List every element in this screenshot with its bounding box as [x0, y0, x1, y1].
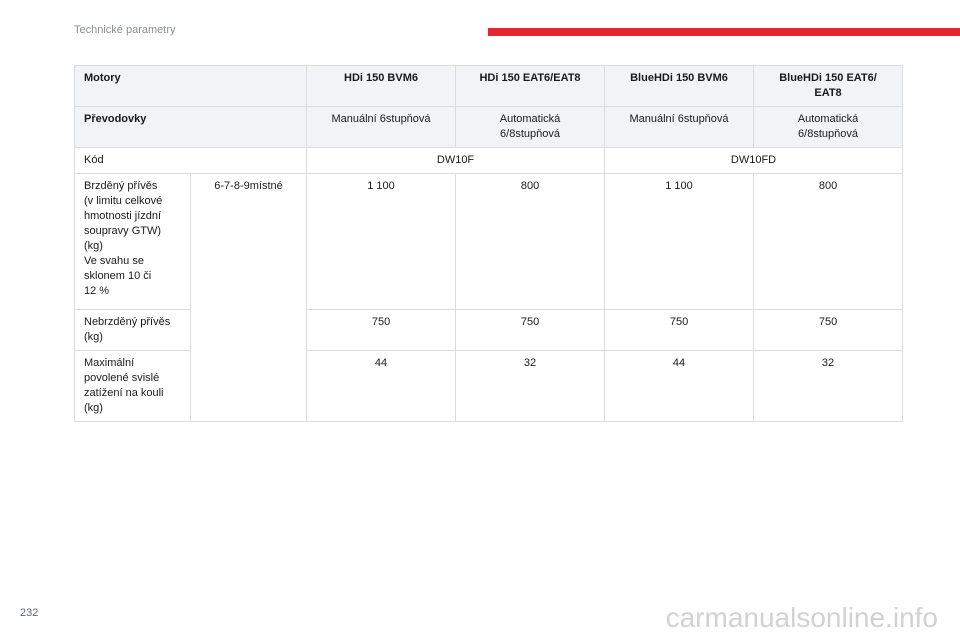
braked-cell-4: 800: [754, 174, 903, 310]
technical-spec-table: [74, 65, 903, 422]
engine-header-3: BlueHDi 150 BVM6: [605, 66, 754, 107]
engine-header-1: HDi 150 BVM6: [307, 66, 456, 107]
gearbox-cell-2: Automatická 6/8stupňová: [456, 107, 605, 148]
vertical-load-label: Maximální povolené svislé zatížení na kouli (kg): [75, 351, 191, 422]
vertical-load-cell-4: 32: [754, 351, 903, 422]
engine-header-2: HDi 150 EAT6/EAT8: [456, 66, 605, 107]
braked-trailer-label: Brzděný přívěs (v limitu celkové hmotnosti jízdní soupravy GTW) (kg) Ve svahu se sklonem 10 či 12 %: [75, 174, 191, 310]
braked-cell-1: 1 100: [307, 174, 456, 310]
unbraked-cell-2: 750: [456, 310, 605, 351]
table-row: [75, 174, 903, 310]
section-title: Technické parametry: [74, 24, 176, 36]
gearbox-cell-1: Manuální 6stupňová: [307, 107, 456, 148]
header-accent-bar: [488, 28, 960, 36]
braked-cell-2: 800: [456, 174, 605, 310]
unbraked-trailer-label: Nebrzděný přívěs (kg): [75, 310, 191, 351]
unbraked-cell-3: 750: [605, 310, 754, 351]
gearbox-label: Převodovky: [75, 107, 307, 148]
seats-cell: 6-7-8-9místné: [191, 174, 307, 422]
vertical-load-cell-2: 32: [456, 351, 605, 422]
code-label: Kód: [75, 148, 307, 174]
vertical-load-cell-3: 44: [605, 351, 754, 422]
table-row: [75, 107, 903, 148]
unbraked-cell-1: 750: [307, 310, 456, 351]
table-row: [75, 148, 903, 174]
engines-label: Motory: [75, 66, 307, 107]
code-cell-2: DW10FD: [605, 148, 903, 174]
gearbox-cell-3: Manuální 6stupňová: [605, 107, 754, 148]
watermark: carmanualsonline.info: [665, 602, 938, 633]
braked-cell-3: 1 100: [605, 174, 754, 310]
gearbox-cell-4: Automatická 6/8stupňová: [754, 107, 903, 148]
unbraked-cell-4: 750: [754, 310, 903, 351]
engine-header-4: BlueHDi 150 EAT6/ EAT8: [754, 66, 903, 107]
code-cell-1: DW10F: [307, 148, 605, 174]
page-number: 232: [20, 607, 39, 619]
table-row: [75, 66, 903, 107]
vertical-load-cell-1: 44: [307, 351, 456, 422]
